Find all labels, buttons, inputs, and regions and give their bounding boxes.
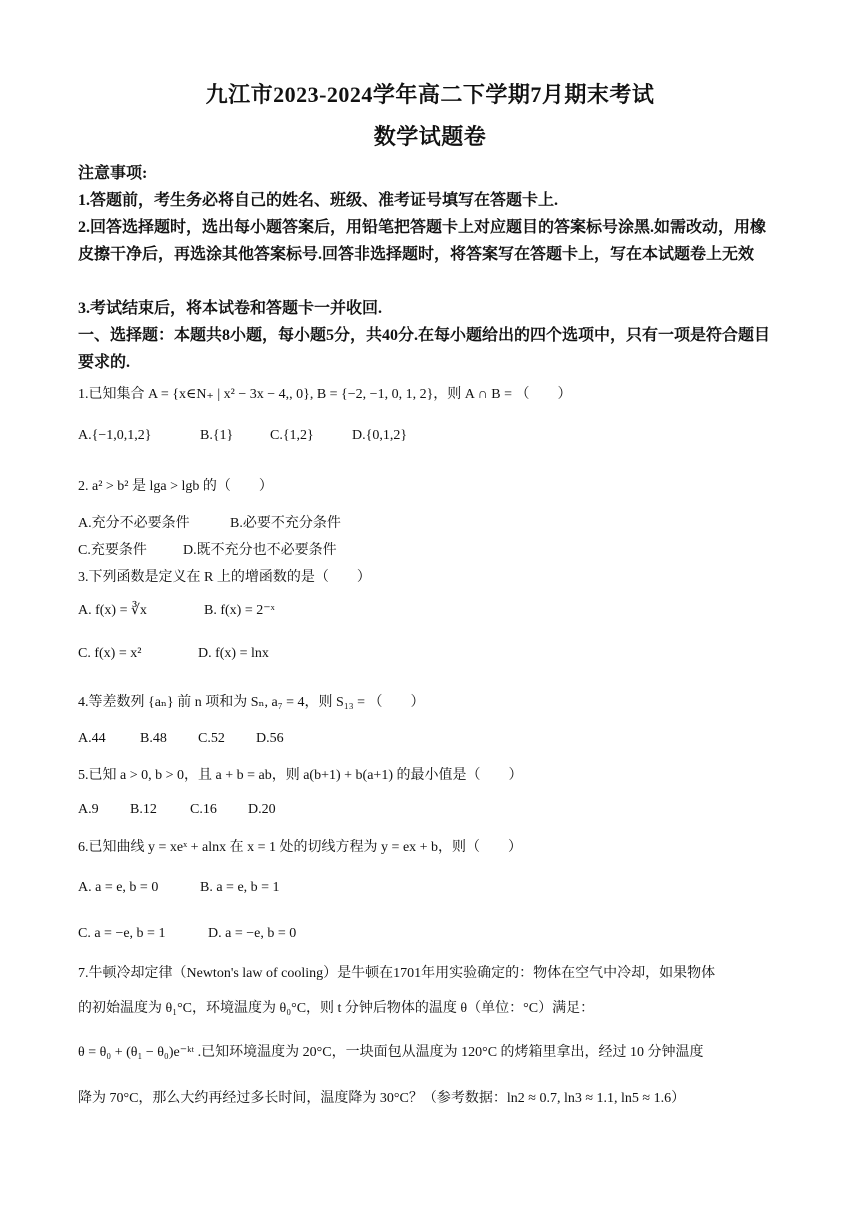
- question-4-stem: 4.等差数列 {aₙ} 前 n 项和为 Sₙ, a₇ = 4，则 S₁₃ = （ ）: [78, 695, 425, 710]
- q1-option-c[interactable]: C.{1,2}: [270, 428, 314, 443]
- q6-option-d[interactable]: D. a = −e, b = 0: [208, 926, 297, 941]
- exam-subtitle: 数学试题卷: [373, 124, 487, 149]
- q1-option-a[interactable]: A.{−1,0,1,2}: [78, 428, 152, 443]
- notice-item-2: 2.回答选择题时，选出每小题答案后，用铅笔把答题卡上对应题目的答案标号涂黑.如需改动，用橡皮擦干净后，再选涂其他答案标号.回答非选择题时，将答案写在答题卡上，写在本试题卷上无效: [78, 219, 767, 263]
- question-7-line-2: 的初始温度为 θ₁°C，环境温度为 θ₀°C，则 t 分钟后物体的温度 θ（单位：°C）满足：: [78, 1001, 595, 1016]
- q4-option-d[interactable]: D.56: [256, 731, 284, 746]
- question-1-stem: 1.已知集合 A = {x∈N₊ | x² − 3x − 4,, 0}, B = {−2, −1, 0, 1, 2}，则 A ∩ B = （ ）: [78, 387, 572, 402]
- q5-option-d[interactable]: D.20: [248, 802, 276, 817]
- q2-option-a[interactable]: A.充分不必要条件: [78, 516, 190, 531]
- q4-option-c[interactable]: C.52: [198, 731, 225, 746]
- q5-option-a[interactable]: A.9: [78, 802, 99, 817]
- q3-option-c[interactable]: C. f(x) = x²: [78, 646, 142, 661]
- q1-option-b[interactable]: B.{1}: [200, 428, 234, 443]
- q2-option-b[interactable]: B.必要不充分条件: [230, 516, 341, 531]
- notice-item-1: 1.答题前，考生务必将自己的姓名、班级、准考证号填写在答题卡上.: [78, 192, 559, 209]
- q4-option-b[interactable]: B.48: [140, 731, 167, 746]
- q3-option-d[interactable]: D. f(x) = lnx: [198, 646, 269, 661]
- section-heading: 一、选择题：本题共8小题，每小题5分，共40分.在每小题给出的四个选项中，只有一项是符合题目要求的.: [78, 327, 771, 371]
- q3-option-b[interactable]: B. f(x) = 2⁻ˣ: [204, 603, 275, 618]
- exam-title: 九江市2023-2024学年高二下学期7月期末考试: [205, 82, 655, 107]
- question-7-line-3: θ = θ₀ + (θ₁ − θ₀)e⁻ᵏᵗ .已知环境温度为 20°C，一块面包从温度为 120°C 的烤箱里拿出，经过 10 分钟温度: [78, 1045, 704, 1060]
- q2-option-c[interactable]: C.充要条件: [78, 543, 147, 558]
- question-6-stem: 6.已知曲线 y = xeˣ + alnx 在 x = 1 处的切线方程为 y = ex + b，则（ ）: [78, 840, 523, 855]
- q6-option-b[interactable]: B. a = e, b = 1: [200, 880, 280, 895]
- q5-option-c[interactable]: C.16: [190, 802, 217, 817]
- question-2-stem: 2. a² > b² 是 lga > lgb 的（ ）: [78, 479, 273, 494]
- q6-option-c[interactable]: C. a = −e, b = 1: [78, 926, 166, 941]
- q4-option-a[interactable]: A.44: [78, 731, 106, 746]
- q1-option-d[interactable]: D.{0,1,2}: [352, 428, 408, 443]
- q3-option-a[interactable]: A. f(x) = ∛x: [78, 603, 147, 618]
- question-7-line-4: 降为 70°C，那么大约再经过多长时间，温度降为 30°C？（参考数据：ln2 ≈ 0.7, ln3 ≈ 1.1, ln5 ≈ 1.6）: [78, 1091, 686, 1106]
- question-3-stem: 3.下列函数是定义在 R 上的增函数的是（ ）: [78, 570, 371, 585]
- q2-option-d[interactable]: D.既不充分也不必要条件: [183, 543, 337, 558]
- notice-heading: 注意事项:: [78, 165, 148, 182]
- question-5-stem: 5.已知 a > 0, b > 0，且 a + b = ab，则 a(b+1) + b(a+1) 的最小值是（ ）: [78, 768, 523, 783]
- question-7-line-1: 7.牛顿冷却定律（Newton's law of cooling）是牛顿在1701年用实验确定的：物体在空气中冷却，如果物体: [78, 966, 716, 981]
- q5-option-b[interactable]: B.12: [130, 802, 157, 817]
- notice-item-3: 3.考试结束后，将本试卷和答题卡一并收回.: [78, 300, 383, 317]
- q6-option-a[interactable]: A. a = e, b = 0: [78, 880, 159, 895]
